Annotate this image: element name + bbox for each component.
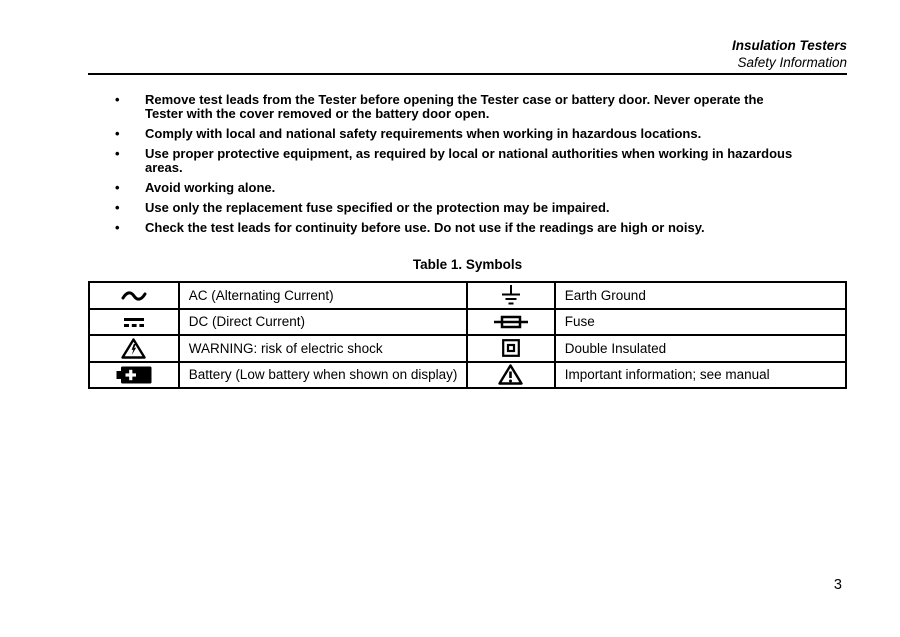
important-information-icon — [498, 364, 523, 385]
battery-symbol-cell — [89, 362, 179, 389]
bullet-item: • Check the test leads for continuity before use. Do not use if the readings are high or noisy. — [88, 221, 800, 235]
double-insulated-symbol-cell — [467, 335, 555, 362]
warning-electric-shock-symbol-cell — [89, 335, 179, 362]
table-row — [89, 335, 846, 362]
document-header — [732, 37, 847, 71]
ac-icon — [121, 291, 147, 301]
fuse-icon — [494, 315, 528, 329]
symbol-label: DC (Direct Current) — [179, 309, 467, 336]
table-title: Table 1. Symbols — [412, 257, 523, 272]
bullet-item: • Comply with local and national safety requirements when working in hazardous locations. — [88, 127, 800, 141]
earth-ground-icon — [500, 284, 522, 306]
dc-icon — [122, 317, 146, 328]
page-number: 3 — [833, 577, 842, 593]
symbol-label: Fuse — [555, 309, 846, 336]
table-row — [89, 362, 846, 389]
ac-symbol-cell — [89, 282, 179, 309]
double-insulated-icon — [502, 339, 520, 357]
important-information-symbol-cell — [467, 362, 555, 389]
header-subtitle: Safety Information — [737, 55, 847, 70]
symbol-label: AC (Alternating Current) — [179, 282, 467, 309]
safety-bullet-list — [88, 93, 847, 241]
symbol-label: Earth Ground — [555, 282, 846, 309]
bullet-item: • Use proper protective equipment, as required by local or national authorities when working in hazardous areas. — [88, 147, 800, 175]
symbol-label: Double Insulated — [555, 335, 846, 362]
header-title: Insulation Testers — [731, 38, 847, 53]
bullet-item: • Avoid working alone. — [88, 181, 800, 195]
symbol-label: Important information; see manual — [555, 362, 846, 389]
fuse-symbol-cell — [467, 309, 555, 336]
dc-symbol-cell — [89, 309, 179, 336]
header-rule — [88, 73, 847, 75]
symbols-table — [88, 281, 847, 389]
table-row — [89, 309, 846, 336]
battery-icon — [116, 366, 152, 384]
bullet-item: • Remove test leads from the Tester before opening the Tester case or battery door. Never operate the Tester with the cover removed or the battery door open. — [88, 93, 800, 121]
symbol-label: WARNING: risk of electric shock — [179, 335, 467, 362]
bullet-item: • Use only the replacement fuse specified or the protection may be impaired. — [88, 201, 800, 215]
table-row — [89, 282, 846, 309]
symbol-label: Battery (Low battery when shown on display) — [179, 362, 467, 389]
earth-ground-symbol-cell — [467, 282, 555, 309]
warning-electric-shock-icon — [121, 338, 146, 359]
